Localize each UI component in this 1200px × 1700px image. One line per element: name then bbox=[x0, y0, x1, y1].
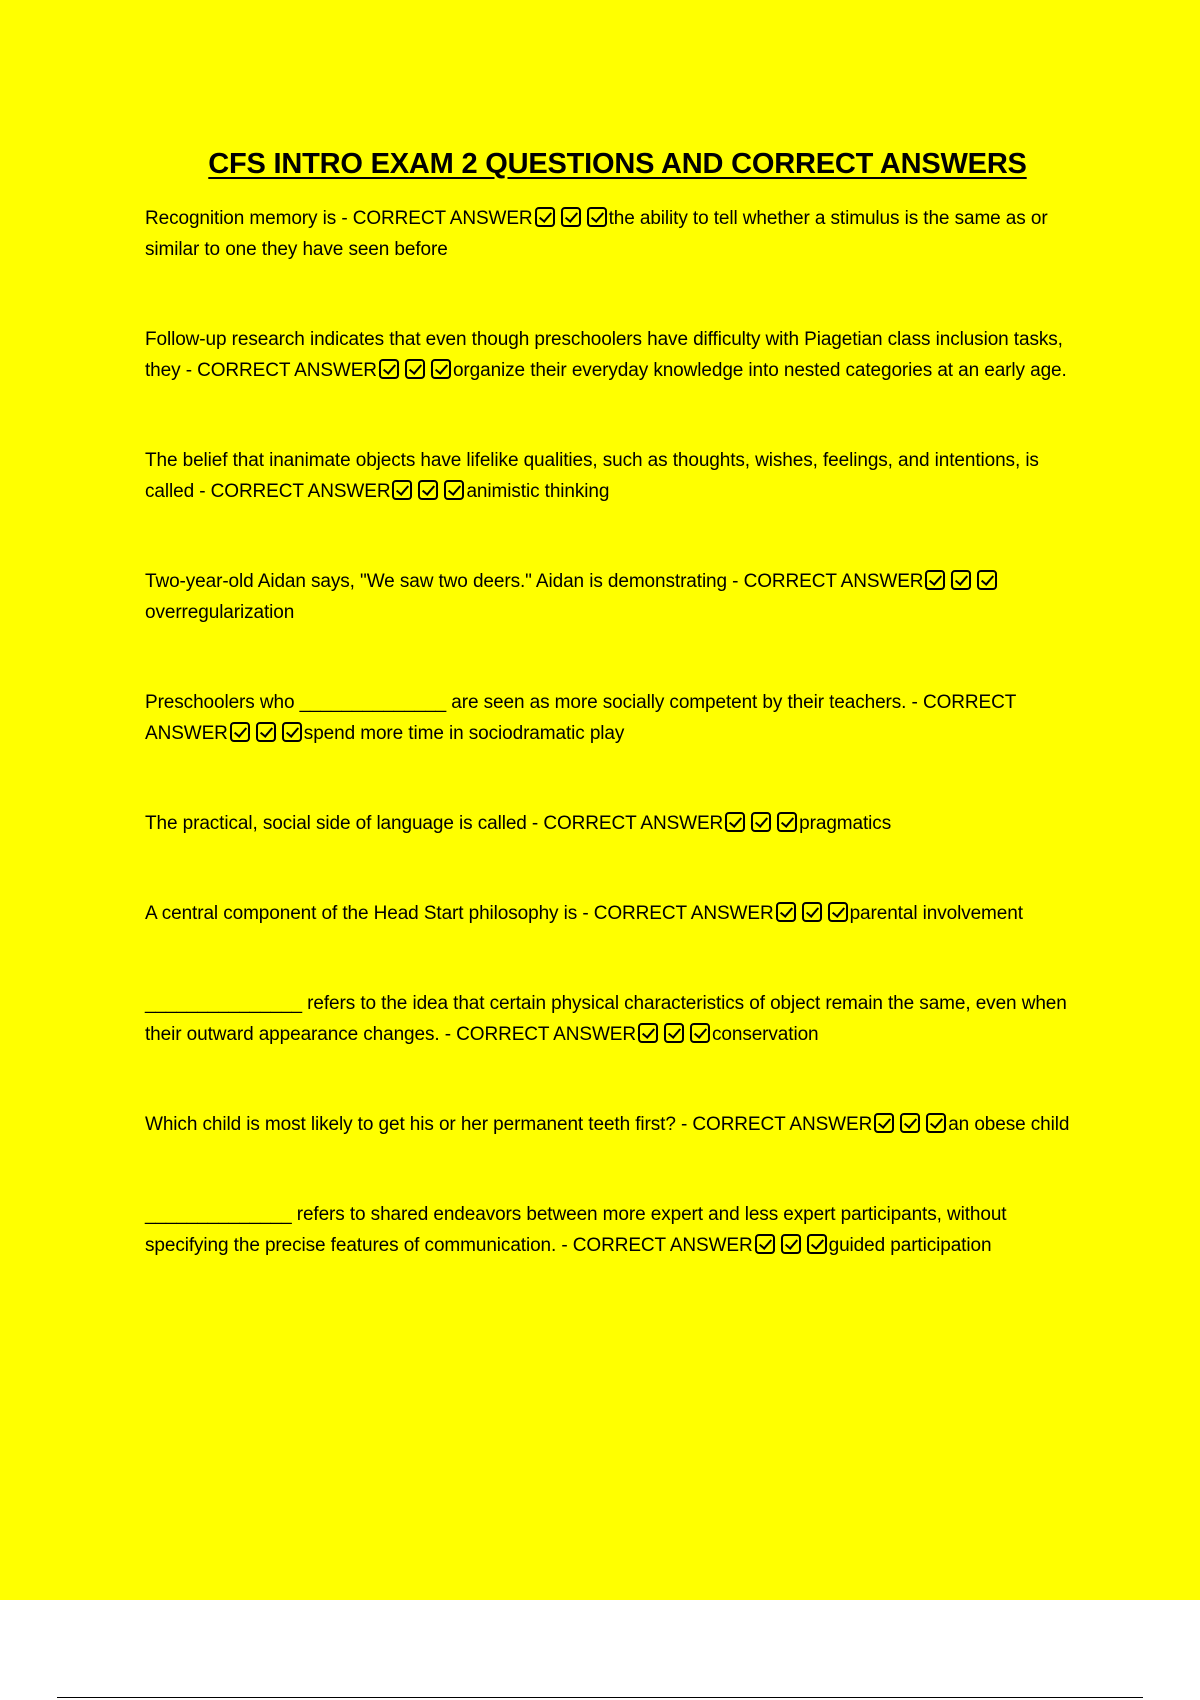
answer-text: overregularization bbox=[145, 602, 295, 623]
qa-item bbox=[145, 988, 1090, 1050]
checkbox-check-icon bbox=[379, 359, 399, 379]
checkbox-check-icon bbox=[638, 1023, 658, 1043]
checkbox-check-icon bbox=[418, 480, 438, 500]
checkbox-check-icon bbox=[777, 812, 797, 832]
checkbox-check-icon bbox=[444, 480, 464, 500]
checkbox-check-icon bbox=[751, 812, 771, 832]
checkbox-check-icon bbox=[230, 722, 250, 742]
question-text: A central component of the Head Start philosophy is - bbox=[145, 903, 594, 924]
qa-item bbox=[145, 687, 1090, 749]
checkbox-check-icon bbox=[951, 570, 971, 590]
answer-text: an obese child bbox=[948, 1114, 1070, 1135]
answer-marker: CORRECT ANSWER bbox=[210, 481, 391, 502]
qa-item bbox=[145, 203, 1090, 265]
answer-marker: CORRECT ANSWER bbox=[543, 813, 724, 834]
answer-marker: CORRECT ANSWER bbox=[352, 208, 533, 229]
checkbox-check-icon bbox=[405, 359, 425, 379]
footer-divider bbox=[57, 1697, 1143, 1698]
checkbox-check-icon bbox=[776, 902, 796, 922]
checkbox-check-icon bbox=[282, 722, 302, 742]
answer-marker: CORRECT ANSWER bbox=[743, 571, 924, 592]
checkbox-check-icon bbox=[535, 207, 555, 227]
answer-checks bbox=[925, 570, 997, 590]
checkbox-check-icon bbox=[977, 570, 997, 590]
answer-marker: CORRECT ANSWER bbox=[145, 692, 1016, 744]
question-text: The practical, social side of language is called - bbox=[145, 813, 544, 834]
answer-marker: CORRECT ANSWER bbox=[456, 1024, 636, 1045]
page-title: CFS INTRO EXAM 2 QUESTIONS AND CORRECT ANSWERS bbox=[208, 148, 1027, 180]
question-text: Recognition memory is - bbox=[145, 208, 353, 229]
checkbox-check-icon bbox=[807, 1234, 827, 1254]
answer-text: parental involvement bbox=[849, 903, 1023, 924]
answer-marker: CORRECT ANSWER bbox=[593, 903, 774, 924]
checkbox-check-icon bbox=[900, 1113, 920, 1133]
answer-marker: CORRECT ANSWER bbox=[572, 1235, 753, 1256]
answer-checks bbox=[874, 1113, 946, 1133]
question-text: _______________ refers to the idea that certain physical characteristics of object remain the same, even when their outward appearance changes. - bbox=[145, 993, 1067, 1045]
question-text: Two-year-old Aidan says, "We saw two deers." Aidan is demonstrating - bbox=[145, 571, 744, 592]
checkbox-check-icon bbox=[725, 812, 745, 832]
answer-text: animistic thinking bbox=[466, 481, 610, 502]
checkbox-check-icon bbox=[925, 570, 945, 590]
checkbox-check-icon bbox=[755, 1234, 775, 1254]
answer-checks bbox=[776, 902, 848, 922]
answer-text: the ability to tell whether a stimulus is the same as or similar to one they have seen before bbox=[145, 208, 1048, 260]
answer-marker: CORRECT ANSWER bbox=[692, 1114, 873, 1135]
answer-text: conservation bbox=[711, 1024, 819, 1045]
answer-text: guided participation bbox=[828, 1235, 992, 1256]
checkbox-check-icon bbox=[690, 1023, 710, 1043]
question-text: Which child is most likely to get his or her permanent teeth first? - bbox=[145, 1114, 693, 1135]
qa-item bbox=[145, 324, 1090, 386]
qa-item bbox=[145, 1109, 1090, 1140]
answer-text: organize their everyday knowledge into nested categories at an early age. bbox=[452, 360, 1067, 381]
qa-item bbox=[145, 566, 1090, 628]
answer-text: pragmatics bbox=[799, 813, 892, 834]
document-body bbox=[145, 148, 1090, 1261]
qa-list bbox=[145, 203, 1090, 1261]
answer-text: spend more time in sociodramatic play bbox=[303, 723, 625, 744]
qa-item bbox=[145, 898, 1090, 929]
answer-marker: CORRECT ANSWER bbox=[197, 360, 377, 381]
checkbox-check-icon bbox=[802, 902, 822, 922]
checkbox-check-icon bbox=[392, 480, 412, 500]
question-text: ______________ refers to shared endeavors between more expert and less expert participants, without specifying the precise features of communication. - bbox=[145, 1204, 1007, 1256]
checkbox-check-icon bbox=[587, 207, 607, 227]
checkbox-check-icon bbox=[664, 1023, 684, 1043]
qa-item bbox=[145, 445, 1090, 507]
answer-checks bbox=[379, 359, 451, 379]
answer-checks bbox=[638, 1023, 710, 1043]
answer-checks bbox=[230, 722, 302, 742]
answer-checks bbox=[535, 207, 607, 227]
checkbox-check-icon bbox=[781, 1234, 801, 1254]
checkbox-check-icon bbox=[874, 1113, 894, 1133]
answer-checks bbox=[755, 1234, 827, 1254]
checkbox-check-icon bbox=[256, 722, 276, 742]
checkbox-check-icon bbox=[561, 207, 581, 227]
answer-checks bbox=[725, 812, 797, 832]
question-text: Preschoolers who ______________ are seen as more socially competent by their teachers. - bbox=[145, 692, 923, 713]
qa-item bbox=[145, 808, 1090, 839]
question-text: Follow-up research indicates that even though preschoolers have difficulty with Piagetian class inclusion tasks, they - bbox=[145, 329, 1063, 381]
checkbox-check-icon bbox=[926, 1113, 946, 1133]
qa-item bbox=[145, 1199, 1090, 1261]
checkbox-check-icon bbox=[828, 902, 848, 922]
question-text: The belief that inanimate objects have lifelike qualities, such as thoughts, wishes, feelings, and intentions, is called - bbox=[145, 450, 1039, 502]
answer-checks bbox=[392, 480, 464, 500]
checkbox-check-icon bbox=[431, 359, 451, 379]
